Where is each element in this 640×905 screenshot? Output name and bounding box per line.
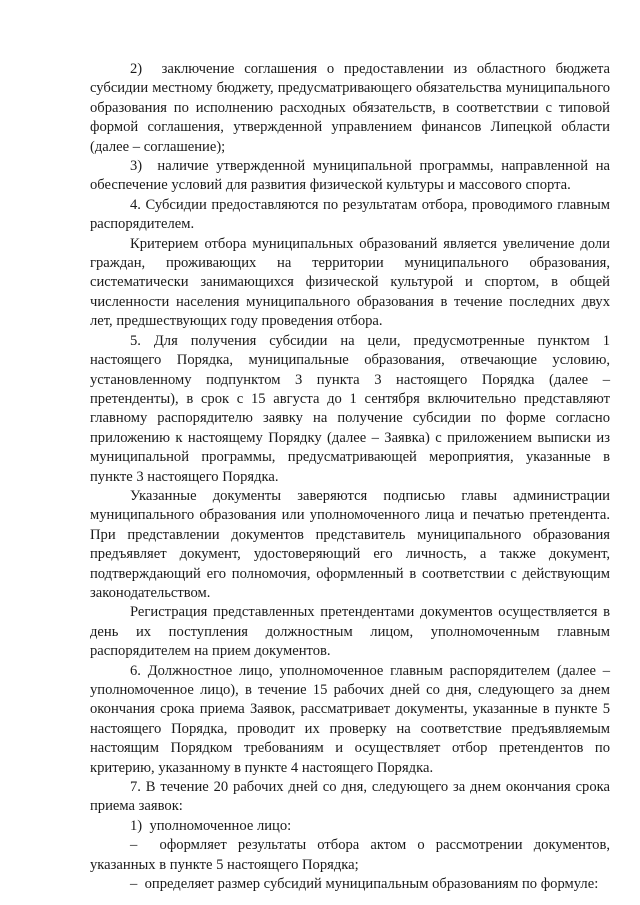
paragraph-subitem-1: 1) уполномоченное лицо: <box>130 817 292 834</box>
paragraph-item-7: 7. В течение 20 рабочих дней со дня, следующего за днем окончания срока приема заявок: <box>90 779 610 815</box>
paragraph-dash-act: – оформляет результаты отбора актом о рассмотрении документов, указанных в пункте 5 настоящего Порядка; <box>90 837 610 873</box>
paragraph-criterion: Критерием отбора муниципальных образований является увеличение доли граждан, проживающих на территории муниципального образования, систематически занимающихся физической культурой и спортом, в общей численности населения муниципального образования в течение последних двух лет, предшествующих году проведения отбора. <box>90 235 610 330</box>
paragraph-3-program: 3) наличие утвержденной муниципальной программы, направленной на обеспечение условий для развития физической культуры и массового спорта. <box>90 158 610 194</box>
paragraph-item-6: 6. Должностное лицо, уполномоченное главным распорядителем (далее – уполномоченное лицо), в течение 15 рабочих дней со дня, следующего за днем окончания срока приема Заявок, рассматривает документы, указанные в пункте 5 настоящего Порядка, проводит их проверку на соответствие предъявляемым настоящим Порядком требованиям и осуществляет отбор претендентов по критерию, указанному в пункте 4 настоящего Порядка. <box>90 662 610 776</box>
paragraph-dash-formula: – определяет размер субсидий муниципальным образованиям по формуле: <box>130 876 599 893</box>
paragraph-2-agreement: 2) заключение соглашения о предоставлении из областного бюджета субсидии местному бюджету, предусматривающего обязательства муниципального образования по исполнению расходных обязательств, в соответствии с типовой формой соглашения, утвержденной управлением финансов Липецкой области (далее – соглашение); <box>90 61 610 155</box>
paragraph-registration: Регистрация представленных претендентами документов осуществляется в день их поступления должностным лицом, уполномоченным главным распорядителем на прием документов. <box>90 604 610 660</box>
document-page <box>90 60 610 894</box>
paragraph-documents-certified: Указанные документы заверяются подписью главы администрации муниципального образования или уполномоченного лица и печатью претендента. При представлении документов представитель муниципального образования предъявляет документ, удостоверяющий его личность, а также документ, подтверждающий его полномочия, оформленный в соответствии с действующим законодательством. <box>90 487 610 601</box>
paragraph-item-5: 5. Для получения субсидии на цели, предусмотренные пунктом 1 настоящего Порядка, муниципальные образования, отвечающие условию, установленному подпунктом 3 пункта 3 настоящего Порядка (далее – претенденты), в срок с 15 августа до 1 сентября включительно представляют главному распорядителю заявку на получение субсидии по форме согласно приложению к настоящему Порядку (далее – Заявка) с приложением выписки из муниципальной программы, предусматривающей мероприятия, указанные в пункте 3 настоящего Порядка. <box>90 332 610 485</box>
paragraph-item-4: 4. Субсидии предоставляются по результатам отбора, проводимого главным распорядителем. <box>90 196 610 233</box>
